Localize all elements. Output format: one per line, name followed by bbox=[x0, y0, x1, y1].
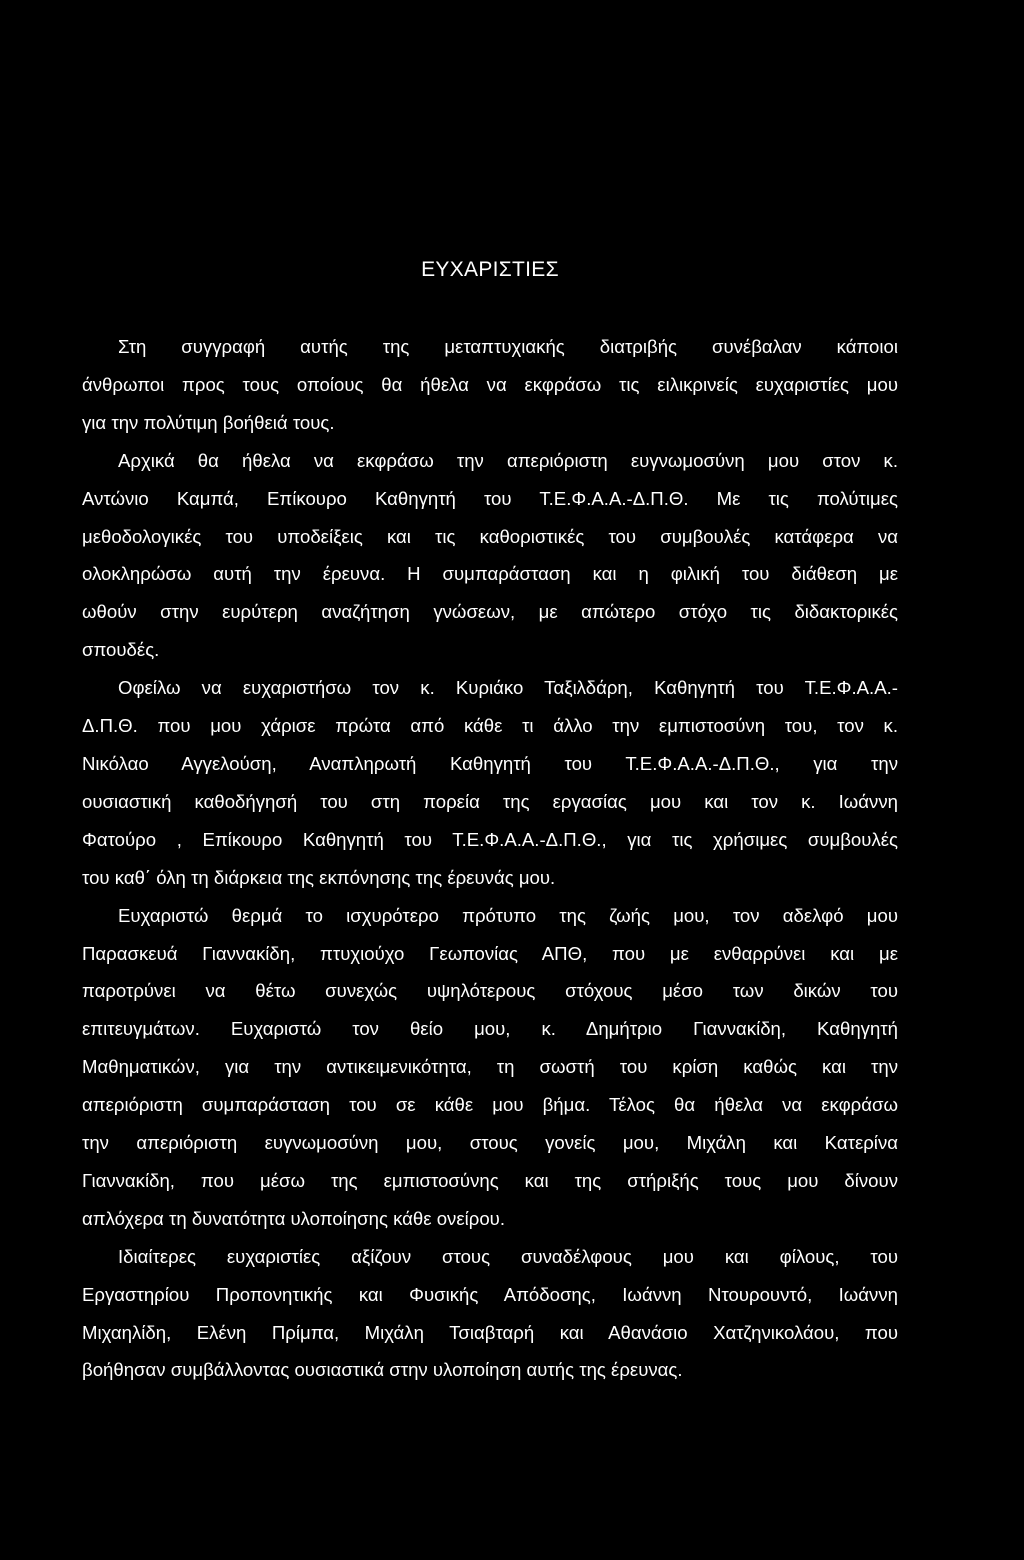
paragraph bbox=[82, 1238, 898, 1390]
paragraph bbox=[82, 669, 898, 896]
paragraph bbox=[82, 897, 898, 1238]
text-line: Ευχαριστώ θερμά το ισχυρότερο πρότυπο της ζωής μου, τον αδελφό μου bbox=[118, 904, 898, 926]
text-line: Μιχαηλίδη, Ελένη Πρίμπα, Μιχάλη Τσιαβταρή και Αθανάσιο Χατζηνικολάου, που bbox=[82, 1321, 898, 1343]
text-line: Φατούρο , Επίκουρο Καθηγητή του Τ.Ε.Φ.Α.Α.-Δ.Π.Θ., για τις χρήσιμες συμβουλές bbox=[82, 828, 898, 850]
text-line: Αρχικά θα ήθελα να εκφράσω την απεριόριστη ευγνωμοσύνη μου στον κ. bbox=[118, 449, 898, 471]
text-line: Μαθηματικών, για την αντικειμενικότητα, τη σωστή του κρίση καθώς και την bbox=[82, 1056, 898, 1078]
text-line: Παρασκευά Γιαννακίδη, πτυχιούχο Γεωπονίας ΑΠΘ, που με ενθαρρύνει και με bbox=[82, 942, 898, 964]
text-line: Γιαννακίδη, που μέσω της εμπιστοσύνης και της στήριξής τους μου δίνουν bbox=[82, 1169, 898, 1191]
text-line: Στη συγγραφή αυτής της μεταπτυχιακής διατριβής συνέβαλαν κάποιοι bbox=[118, 336, 898, 357]
text-line: Νικόλαο Αγγελούση, Αναπληρωτή Καθηγητή του Τ.Ε.Φ.Α.Α.-Δ.Π.Θ., για την bbox=[82, 752, 898, 774]
text-line: ολοκληρώσω αυτή την έρευνα. Η συμπαράσταση και η φιλική του διάθεση με bbox=[82, 563, 898, 585]
paragraph bbox=[82, 442, 898, 669]
text-line: του καθ΄ όλη τη διάρκεια της εκπόνησης της έρευνάς μου. bbox=[82, 866, 556, 888]
text-line: Εργαστηρίου Προπονητικής και Φυσικής Απόδοσης, Ιωάννη Ντουρουντό, Ιωάννη bbox=[82, 1283, 898, 1305]
text-line: σπουδές. bbox=[82, 639, 160, 661]
text-line: Δ.Π.Θ. που μου χάρισε πρώτα από κάθε τι άλλο την εμπιστοσύνη του, τον κ. bbox=[82, 715, 898, 737]
page-title: ΕΥΧΑΡΙΣΤΙΕΣ bbox=[421, 258, 559, 281]
text-line: ωθούν στην ευρύτερη αναζήτηση γνώσεων, με απώτερο στόχο τις διδακτορικές bbox=[82, 601, 898, 623]
text-line: επιτευγμάτων. Ευχαριστώ τον θείο μου, κ. Δημήτριο Γιαννακίδη, Καθηγητή bbox=[82, 1018, 898, 1040]
text-line: για την πολύτιμη βοήθειά τους. bbox=[82, 411, 335, 433]
acknowledgements-page bbox=[82, 0, 898, 1560]
paragraph bbox=[82, 328, 898, 442]
text-line: άνθρωποι προς τους οποίους θα ήθελα να εκφράσω τις ειλικρινείς ευχαριστίες μου bbox=[82, 373, 898, 395]
text-line: Ιδιαίτερες ευχαριστίες αξίζουν στους συναδέλφους μου και φίλους, του bbox=[118, 1245, 898, 1267]
text-line: την απεριόριστη ευγνωμοσύνη μου, στους γονείς μου, Μιχάλη και Κατερίνα bbox=[82, 1132, 898, 1154]
text-line: μεθοδολογικές του υποδείξεις και τις καθοριστικές του συμβουλές κατάφερα να bbox=[82, 525, 898, 547]
text-line: βοήθησαν συμβάλλοντας ουσιαστικά στην υλοποίηση αυτής της έρευνας. bbox=[82, 1359, 683, 1381]
body-text bbox=[82, 328, 898, 1389]
text-line: ουσιαστική καθοδήγησή του στη πορεία της εργασίας μου και τον κ. Ιωάννη bbox=[82, 790, 898, 812]
text-line: παροτρύνει να θέτω συνεχώς υψηλότερους στόχους μέσο των δικών του bbox=[82, 980, 898, 1002]
text-line: Οφείλω να ευχαριστήσω τον κ. Κυριάκο Ταξιλδάρη, Καθηγητή του Τ.Ε.Φ.Α.Α.- bbox=[118, 677, 898, 699]
text-line: απεριόριστη συμπαράσταση του σε κάθε μου βήμα. Τέλος θα ήθελα να εκφράσω bbox=[82, 1094, 898, 1116]
text-line: Αντώνιο Καμπά, Επίκουρο Καθηγητή του Τ.Ε.Φ.Α.Α.-Δ.Π.Θ. Με τις πολύτιμες bbox=[82, 487, 898, 509]
text-line: απλόχερα τη δυνατότητα υλοποίησης κάθε ονείρου. bbox=[82, 1207, 506, 1229]
